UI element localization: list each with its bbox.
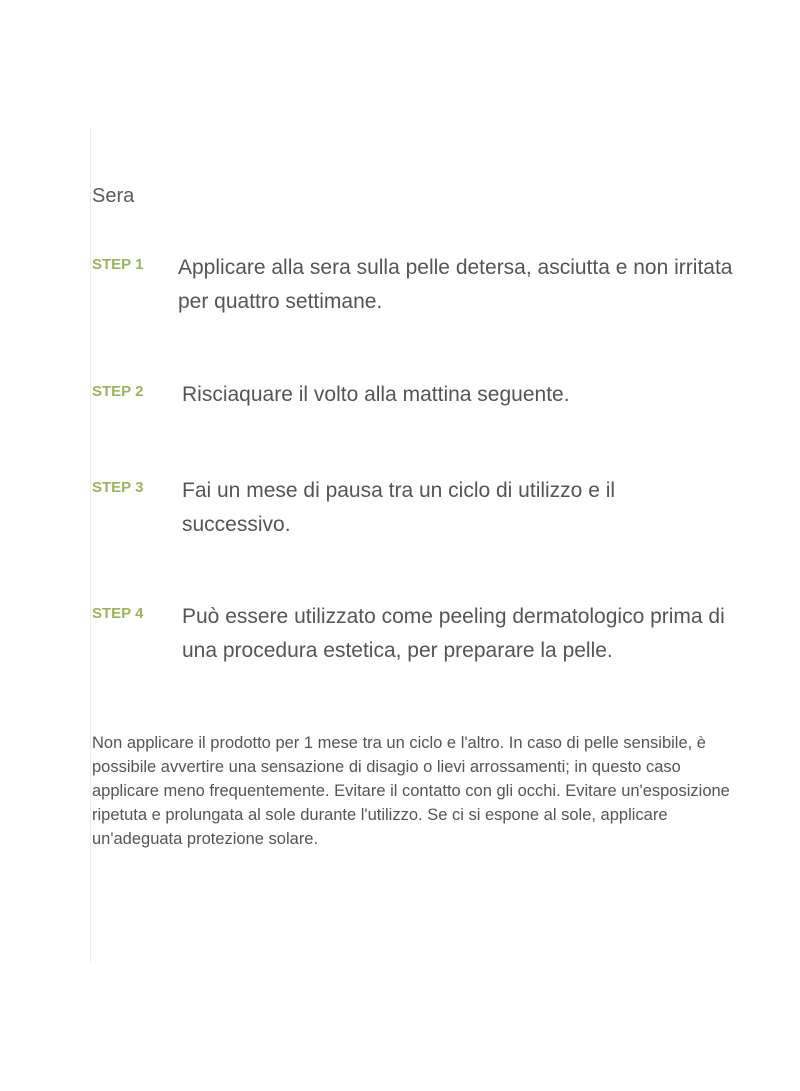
step-text: Fai un mese di pausa tra un ciclo di utilizzo e il successivo. (182, 479, 616, 536)
step-text: Può essere utilizzato come peeling dermatologico prima di una procedura estetica, per preparare la pelle. (182, 605, 725, 662)
section-title: Sera (92, 185, 135, 207)
step-label: STEP 3 (92, 479, 144, 496)
left-divider-line (90, 128, 91, 962)
step-text: Risciaquare il volto alla mattina seguente. (182, 383, 570, 406)
step-text: Applicare alla sera sulla pelle detersa, asciutta e non irritata per quattro settimane. (178, 256, 733, 313)
step-label: STEP 1 (92, 256, 144, 273)
step-label: STEP 2 (92, 383, 144, 400)
step-label: STEP 4 (92, 605, 144, 622)
usage-warning-note: Non applicare il prodotto per 1 mese tra un ciclo e l'altro. In caso di pelle sensibile, è possibile avvertire una sensazione di disagio o lievi arrossamenti; in questo caso applicare meno frequentemente. Evitare il contatto con gli occhi. Evitare un'esposizione ripetuta e prolungata al sole durante l'utilizzo. Se ci si espone al sole, applicare un'adeguata protezione solare. (92, 734, 730, 848)
